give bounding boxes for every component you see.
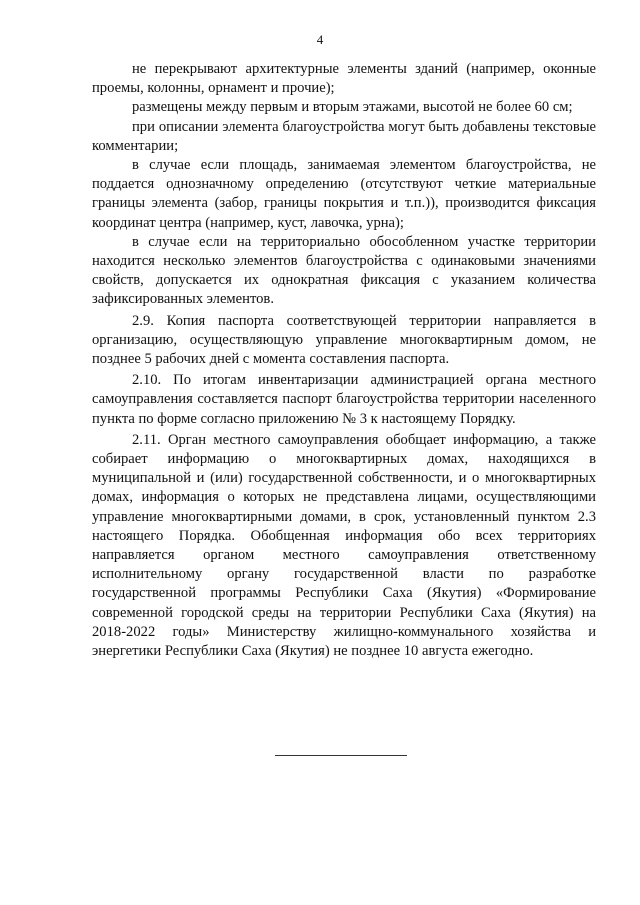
paragraph-list-item-area: в случае если площадь, занимаемая элементом благоустройства, не поддается однозначному определению (отсутствуют четкие материальные границы элемента (забор, границы покрытия и т.п.)), производится фиксация координат центра (например, куст, лавочка, урна);: [92, 157, 596, 231]
paragraph-clause-2-10: 2.10. По итогам инвентаризации администрацией органа местного самоуправления составляется паспорт благоустройства территории населенного пункта по форме согласно приложению № 3 к настоящему Порядку.: [92, 372, 596, 427]
paragraph-list-item-height: размещены между первым и вторым этажами, высотой не более 60 см;: [132, 99, 573, 116]
closing-divider-line: [275, 755, 407, 756]
document-body: [92, 60, 596, 661]
paragraph-clause-2-11: 2.11. Орган местного самоуправления обобщает информацию, а также собирает информацию о многоквартирных домах, находящихся в муниципальной и (или) государственной собственности, и о многоквартирных домах, информация о которых не представлена лицами, осуществляющими управление многоквартирными домами, в срок, установленный пунктом 2.3 настоящего Порядка. Обобщенная информация обо всех территориях направляется органом местного самоуправления ответственному исполнительному органу государственной власти по разработке государственной программы Республики Саха (Якутия) «Формирование современной городской среды на территории Республики Саха (Якутия) на 2018-2022 годы» Министерству жилищно-коммунального хозяйства и энергетики Республики Саха (Якутия) не позднее 10 августа ежегодно.: [92, 431, 596, 660]
paragraph-list-item-identical: в случае если на территориально обособленном участке территории находится несколько элементов благоустройства с одинаковыми значениями свойств, допускается их однократная фиксация с указанием количества зафиксированных элементов.: [92, 233, 596, 308]
paragraph-list-item-facade: не перекрывают архитектурные элементы зданий (например, оконные проемы, колонны, орнамент и прочие);: [92, 61, 596, 97]
page-number: 4: [316, 32, 324, 47]
paragraph-clause-2-9: 2.9. Копия паспорта соответствующей территории направляется в организацию, осуществляющую управление многоквартирным домом, не позднее 5 рабочих дней с момента составления паспорта.: [92, 312, 596, 368]
paragraph-list-item-comments: при описании элемента благоустройства могут быть добавлены текстовые комментарии;: [92, 118, 596, 154]
